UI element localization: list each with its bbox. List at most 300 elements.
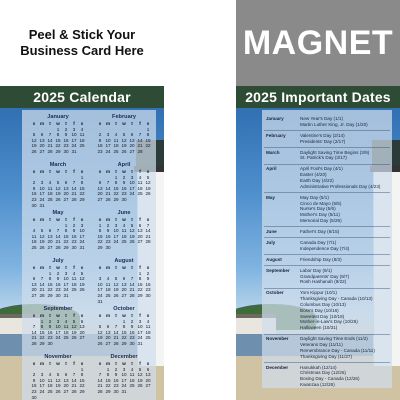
day-number: 10 [113,228,119,234]
date-group-events [300,166,392,189]
day-number: 13 [121,281,127,287]
day-number: 28 [39,292,45,298]
day-number: 18 [63,329,69,335]
weekday-label: m [105,313,111,318]
day-number: 5 [56,180,60,186]
weekday-label: t [131,361,133,366]
day-number: 13 [47,233,53,239]
day-number: 11 [105,281,111,287]
day-number: 30 [31,202,37,208]
day-number: 13 [79,324,85,330]
weekday-label: t [65,121,67,126]
weekday-label: s [146,169,150,174]
day-number: 10 [137,324,143,330]
day-number: 15 [121,329,127,335]
day-number: 16 [71,233,77,239]
day-number: 31 [79,244,85,250]
day-number: 8 [48,276,52,282]
date-group-month: September [266,267,290,273]
day-number: 5 [114,276,118,282]
day-number: 17 [71,137,77,143]
date-event: Daylight Saving Time Begins (3/9) [300,149,370,155]
weekday-label: m [105,361,111,366]
day-number: 16 [121,185,127,191]
day-number: 21 [145,233,151,239]
day-number: 15 [79,377,85,383]
month-days-grid [96,169,152,203]
month-block [96,306,152,347]
day-number: 31 [121,388,127,394]
day-number: 12 [121,137,127,143]
day-number: 27 [47,244,53,250]
day-number: 17 [137,329,143,335]
day-number: 17 [113,233,119,239]
day-number: 4 [114,132,118,138]
day-number: 25 [47,388,53,394]
day-number: 30 [31,394,37,400]
day-number: 16 [47,329,53,335]
day-number: 16 [31,383,37,389]
day-number: 3 [130,174,134,180]
day-number: 24 [55,335,61,341]
day-number: 29 [63,244,69,250]
day-number: 14 [137,137,143,143]
day-number: 4 [80,126,84,132]
day-number: 26 [31,148,37,154]
weekday-label: s [32,121,36,126]
day-number: 19 [79,281,85,287]
day-number: 1 [64,222,68,228]
date-group-month: August [266,256,282,262]
date-group-divider [264,237,390,238]
day-number: 8 [146,132,150,138]
day-number: 4 [64,318,68,324]
calendar-magnet-panel [0,0,164,400]
month-name: May [52,210,64,216]
calendar-banner: 2025 Calendar [0,86,164,108]
day-number: 30 [113,388,119,394]
day-number: 10 [39,377,45,383]
day-number: 14 [97,377,103,383]
date-event: Easter (4/20) [300,172,327,178]
day-number: 15 [145,137,151,143]
day-number: 10 [39,185,45,191]
weekday-label: t [65,265,67,270]
weekday-label: w [122,361,126,366]
month-name: November [44,354,72,360]
month-days-grid [30,121,86,155]
weekday-label: m [39,121,45,126]
day-number: 26 [39,244,45,250]
card-line-2: Business Card Here [20,43,144,58]
day-number: 22 [63,239,69,245]
day-number: 23 [113,383,119,389]
day-number: 3 [98,276,102,282]
day-number: 5 [72,318,76,324]
weekday-label: s [80,169,84,174]
day-number: 22 [105,383,111,389]
day-number: 14 [71,377,77,383]
month-block [30,210,86,251]
day-number: 24 [79,239,85,245]
day-number: 8 [138,276,142,282]
weekday-label: m [105,217,111,222]
day-number: 16 [31,191,37,197]
calendar-grid-overlay [22,110,156,400]
day-number: 10 [55,324,61,330]
day-number: 6 [80,318,84,324]
day-number: 13 [129,137,135,143]
day-number: 2 [32,180,36,186]
date-group-events [300,116,392,128]
day-number: 14 [31,329,37,335]
day-number: 7 [146,222,150,228]
day-number: 30 [71,244,77,250]
day-number: 29 [105,388,111,394]
day-number: 13 [39,137,45,143]
date-group-events [300,290,392,331]
month-name: July [52,258,64,264]
day-number: 17 [55,329,61,335]
date-group-events [300,133,392,145]
month-name: February [112,114,136,120]
day-number: 2 [32,372,36,378]
month-block [30,258,86,299]
day-number: 12 [55,185,61,191]
day-number: 12 [145,180,151,186]
day-number: 22 [113,191,119,197]
day-number: 18 [129,377,135,383]
day-number: 11 [79,132,85,138]
date-event: St. Patrick's Day (3/17) [300,155,347,161]
day-number: 15 [113,185,119,191]
day-number: 2 [146,270,150,276]
weekday-label: s [146,217,150,222]
day-number: 16 [55,281,61,287]
day-number: 31 [39,202,45,208]
day-number: 5 [80,270,84,276]
day-number: 25 [121,239,127,245]
date-event: Administrative Professionals Day (4/23) [300,183,381,189]
day-number: 20 [121,287,127,293]
day-number: 19 [129,233,135,239]
date-group-divider [264,362,390,363]
day-number: 16 [105,233,111,239]
weekday-label: s [80,217,84,222]
weekday-label: s [80,265,84,270]
day-number: 7 [130,276,134,282]
day-number: 1 [106,366,110,372]
day-number: 13 [63,377,69,383]
day-number: 1 [98,222,102,228]
date-group-events [300,240,392,252]
day-number: 2 [48,318,52,324]
day-number: 24 [97,292,103,298]
month-days-grid [30,169,86,208]
weekday-label: t [49,265,51,270]
date-event: Mother-in-Law's Day (10/26) [300,319,358,325]
date-event: Veterans Day (11/11) [300,341,343,347]
date-group-divider [264,334,390,335]
day-number: 7 [72,180,76,186]
day-number: 27 [63,196,69,202]
day-number: 15 [39,329,45,335]
day-number: 23 [97,148,103,154]
day-number: 6 [48,228,52,234]
weekday-label: m [39,313,45,318]
day-number: 28 [113,340,119,346]
day-number: 10 [97,281,103,287]
day-number: 11 [47,377,53,383]
day-number: 13 [97,185,103,191]
day-number: 15 [97,233,103,239]
day-number: 23 [63,143,69,149]
day-number: 8 [56,132,60,138]
day-number: 20 [129,143,135,149]
day-number: 18 [31,239,37,245]
day-number: 29 [55,148,61,154]
day-number: 28 [71,388,77,394]
day-number: 30 [55,292,61,298]
day-number: 31 [63,292,69,298]
weekday-label: w [122,169,126,174]
weekday-label: m [39,169,45,174]
day-number: 24 [63,287,69,293]
weekday-label: w [122,121,126,126]
day-number: 20 [137,233,143,239]
day-number: 25 [105,292,111,298]
day-number: 12 [129,228,135,234]
date-event: Boxing Day - Canada (12/26) [300,376,360,382]
weekday-label: t [115,121,117,126]
day-number: 14 [39,281,45,287]
day-number: 27 [145,383,151,389]
weekday-label: f [139,313,141,318]
day-number: 11 [71,276,77,282]
day-number: 17 [39,191,45,197]
day-number: 23 [55,287,61,293]
day-number: 17 [129,185,135,191]
weekday-label: t [131,313,133,318]
date-event: Halloween (10/31) [300,325,338,331]
weekday-label: t [115,169,117,174]
date-group-divider [264,288,390,289]
day-number: 8 [80,180,84,186]
day-number: 11 [47,185,53,191]
day-number: 28 [145,239,151,245]
day-number: 17 [63,281,69,287]
day-number: 4 [122,222,126,228]
day-number: 25 [137,191,143,197]
date-event: Canada Day (7/1) [300,240,337,245]
day-number: 19 [31,143,37,149]
day-number: 19 [113,287,119,293]
day-number: 29 [113,196,119,202]
weekday-label: s [98,217,102,222]
day-number: 7 [56,228,60,234]
month-name: October [113,306,135,312]
day-number: 3 [80,222,84,228]
day-number: 26 [79,287,85,293]
day-number: 15 [55,137,61,143]
month-name: August [114,258,134,264]
day-number: 28 [55,244,61,250]
day-number: 30 [105,244,111,250]
weekday-label: s [32,265,36,270]
day-number: 5 [138,366,142,372]
day-number: 9 [122,180,126,186]
weekday-label: f [73,121,75,126]
date-group-events [300,150,392,162]
day-number: 27 [105,340,111,346]
day-number: 13 [63,185,69,191]
day-number: 13 [145,372,151,378]
day-number: 22 [121,335,127,341]
month-days-grid [96,121,152,155]
day-number: 20 [79,329,85,335]
date-group-events [300,229,392,235]
day-number: 25 [129,383,135,389]
weekday-label: s [32,217,36,222]
day-number: 4 [72,270,76,276]
day-number: 29 [137,292,143,298]
day-number: 25 [79,143,85,149]
day-number: 15 [63,233,69,239]
day-number: 27 [63,388,69,394]
month-days-grid [30,265,86,299]
day-number: 8 [98,228,102,234]
day-number: 18 [121,233,127,239]
weekday-label: f [139,121,141,126]
day-number: 13 [105,329,111,335]
day-number: 15 [79,185,85,191]
weekday-label: t [131,265,133,270]
day-number: 26 [113,292,119,298]
day-number: 15 [105,377,111,383]
date-event: May Day (5/1) [300,194,329,200]
day-number: 11 [145,324,151,330]
day-number: 5 [146,174,150,180]
date-event: Labor Day (9/1) [300,267,332,273]
day-number: 3 [40,372,44,378]
weekday-label: s [80,313,84,318]
day-number: 31 [97,298,103,304]
day-number: 6 [106,324,110,330]
day-number: 4 [146,318,150,324]
day-number: 20 [63,191,69,197]
weekday-label: s [32,313,36,318]
day-number: 6 [138,222,142,228]
magnet-area [236,0,400,86]
day-number: 22 [97,239,103,245]
weekday-label: s [98,361,102,366]
day-number: 14 [145,228,151,234]
weekday-label: w [56,265,60,270]
day-number: 28 [71,196,77,202]
day-number: 18 [71,281,77,287]
day-number: 29 [39,340,45,346]
day-number: 9 [130,324,134,330]
day-number: 21 [105,191,111,197]
day-number: 2 [56,270,60,276]
day-number: 20 [39,143,45,149]
day-number: 16 [97,143,103,149]
day-number: 14 [71,185,77,191]
day-number: 21 [129,287,135,293]
day-number: 14 [55,233,61,239]
day-number: 27 [97,196,103,202]
day-number: 25 [47,196,53,202]
day-number: 27 [137,239,143,245]
day-number: 9 [114,372,118,378]
weekday-label: w [56,217,60,222]
day-number: 6 [146,366,150,372]
day-number: 18 [105,287,111,293]
date-group-divider [264,226,390,227]
month-name: June [117,210,131,216]
important-dates-banner: 2025 Important Dates [236,86,400,108]
date-event: Mother's Day (5/11) [300,212,340,218]
day-number: 16 [113,377,119,383]
day-number: 21 [31,335,37,341]
date-group-month: May [266,194,275,200]
day-number: 29 [47,292,53,298]
weekday-label: w [56,169,60,174]
month-block [30,114,86,155]
date-group-events [300,268,392,285]
month-days-grid [96,265,152,304]
weekday-label: s [80,121,84,126]
day-number: 12 [71,324,77,330]
date-group-month: February [266,132,286,138]
day-number: 21 [55,239,61,245]
weekday-label: s [98,169,102,174]
date-event: Martin Luther King, Jr. Day (1/20) [300,121,368,127]
month-days-grid [30,217,86,251]
weekday-label: t [49,121,51,126]
day-number: 28 [105,196,111,202]
day-number: 13 [137,228,143,234]
day-number: 12 [79,276,85,282]
day-number: 14 [47,137,53,143]
date-group-events [300,336,392,359]
day-number: 29 [121,340,127,346]
weekday-label: f [73,313,75,318]
month-name: January [47,114,69,120]
date-event: Christmas Day (12/25) [300,370,346,376]
day-number: 3 [72,126,76,132]
day-number: 22 [47,287,53,293]
weekday-label: t [115,313,117,318]
weekday-label: t [49,313,51,318]
day-number: 18 [47,191,53,197]
day-number: 29 [79,196,85,202]
day-number: 10 [79,228,85,234]
weekday-label: s [98,265,102,270]
day-number: 2 [122,174,126,180]
day-number: 28 [31,340,37,346]
date-event: Yom Kippur (10/1) [300,290,337,296]
day-number: 24 [105,148,111,154]
day-number: 12 [97,329,103,335]
day-number: 5 [32,132,36,138]
day-number: 25 [71,287,77,293]
day-number: 14 [129,281,135,287]
month-block [96,162,152,203]
day-number: 10 [63,276,69,282]
day-number: 21 [39,287,45,293]
date-event: Rosh Hashanah (9/22) [300,279,347,285]
